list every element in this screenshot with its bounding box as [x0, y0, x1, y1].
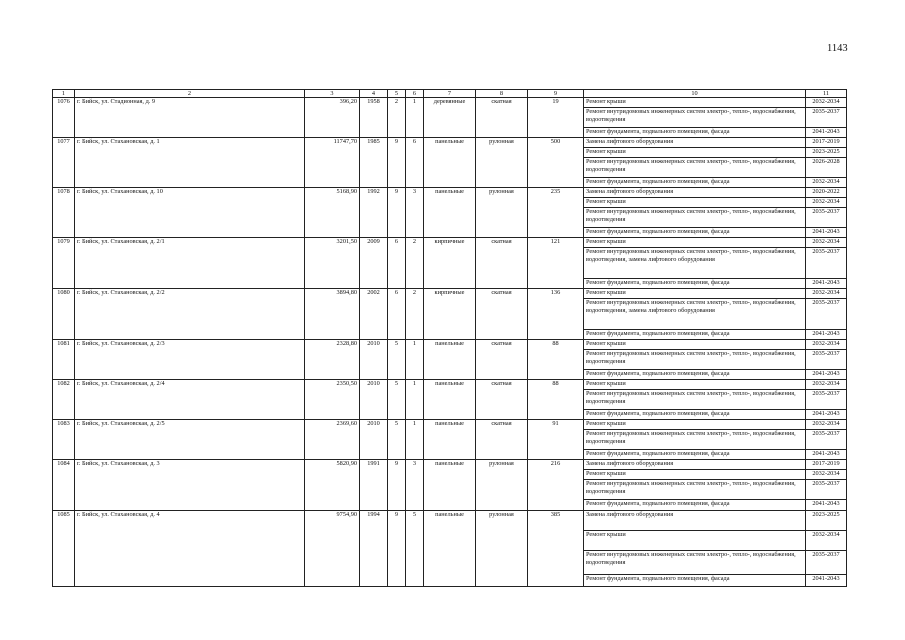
wall-material-cell: деревянные [424, 98, 476, 138]
build-year-cell: 1994 [360, 511, 388, 587]
total-area-cell: 396,20 [305, 98, 360, 138]
repair-period-cell: 2023-2025 [806, 511, 847, 531]
repair-period-cell: 2032-2034 [806, 340, 847, 350]
residents-cell: 216 [528, 460, 584, 511]
repair-period-cell: 2041-2043 [806, 410, 847, 420]
residents-cell: 385 [528, 511, 584, 587]
column-number: 4 [360, 90, 388, 98]
total-area-cell: 9754,90 [305, 511, 360, 587]
repair-work-cell: Ремонт крыши [584, 380, 806, 390]
repair-period-cell: 2032-2034 [806, 531, 847, 551]
floors-cell: 9 [388, 138, 406, 188]
total-area-cell: 11747,70 [305, 138, 360, 188]
floors-cell: 2 [388, 98, 406, 138]
column-number: 7 [424, 90, 476, 98]
column-number: 8 [476, 90, 528, 98]
column-number: 10 [584, 90, 806, 98]
residents-cell: 19 [528, 98, 584, 138]
repair-work-cell: Ремонт фундамента, подвального помещения, фасада [584, 500, 806, 511]
residents-cell: 500 [528, 138, 584, 188]
entrances-cell: 1 [406, 380, 424, 420]
roof-type-cell: скатная [476, 98, 528, 138]
repair-period-cell: 2023-2025 [806, 148, 847, 158]
repair-period-cell: 2026-2028 [806, 158, 847, 178]
residents-cell: 88 [528, 380, 584, 420]
repair-period-cell: 2032-2034 [806, 470, 847, 480]
repair-period-cell: 2032-2034 [806, 289, 847, 299]
wall-material-cell: панельные [424, 340, 476, 380]
roof-type-cell: скатная [476, 380, 528, 420]
build-year-cell: 2010 [360, 380, 388, 420]
repair-period-cell: 2017-2019 [806, 460, 847, 470]
table-row [53, 289, 847, 299]
entrances-cell: 1 [406, 340, 424, 380]
repair-period-cell: 2035-2037 [806, 248, 847, 279]
entrances-cell: 1 [406, 98, 424, 138]
wall-material-cell: панельные [424, 138, 476, 188]
floors-cell: 9 [388, 460, 406, 511]
repair-work-cell: Ремонт фундамента, подвального помещения, фасада [584, 279, 806, 289]
build-year-cell: 1992 [360, 188, 388, 238]
address-cell: г. Бийск, ул. Стахановская, д. 2/3 [75, 340, 305, 380]
repair-work-cell: Ремонт внутридомовых инженерных систем электро-, тепло-, водоснабжения, водоотведения [584, 208, 806, 228]
repair-work-cell: Ремонт крыши [584, 289, 806, 299]
repair-period-cell: 2032-2034 [806, 98, 847, 108]
entrances-cell: 2 [406, 289, 424, 340]
wall-material-cell: панельные [424, 380, 476, 420]
total-area-cell: 5168,90 [305, 188, 360, 238]
record-number-cell: 1083 [53, 420, 75, 460]
repair-period-cell: 2020-2022 [806, 188, 847, 198]
entrances-cell: 5 [406, 511, 424, 587]
repair-work-cell: Ремонт внутридомовых инженерных систем электро-, тепло-, водоснабжения, водоотведения [584, 350, 806, 370]
repair-work-cell: Ремонт крыши [584, 420, 806, 430]
record-number-cell: 1084 [53, 460, 75, 511]
build-year-cell: 1985 [360, 138, 388, 188]
residents-cell: 91 [528, 420, 584, 460]
roof-type-cell: скатная [476, 420, 528, 460]
address-cell: г. Бийск, ул. Стахановская, д. 3 [75, 460, 305, 511]
repair-period-cell: 2032-2034 [806, 380, 847, 390]
build-year-cell: 2009 [360, 238, 388, 289]
housing-registry-table [52, 89, 847, 587]
record-number-cell: 1079 [53, 238, 75, 289]
wall-material-cell: кирпичные [424, 238, 476, 289]
repair-period-cell: 2041-2043 [806, 228, 847, 238]
repair-work-cell: Ремонт фундамента, подвального помещения, фасада [584, 178, 806, 188]
address-cell: г. Бийск, ул. Стадионная, д. 9 [75, 98, 305, 138]
column-number: 11 [806, 90, 847, 98]
repair-work-cell: Ремонт фундамента, подвального помещения, фасада [584, 128, 806, 138]
repair-work-cell: Ремонт крыши [584, 340, 806, 350]
table-row [53, 98, 847, 108]
repair-work-cell: Ремонт фундамента, подвального помещения, фасада [584, 370, 806, 380]
floors-cell: 6 [388, 238, 406, 289]
entrances-cell: 3 [406, 460, 424, 511]
repair-work-cell: Ремонт крыши [584, 148, 806, 158]
address-cell: г. Бийск, ул. Стахановская, д. 2/4 [75, 380, 305, 420]
repair-period-cell: 2032-2034 [806, 420, 847, 430]
repair-period-cell: 2035-2037 [806, 208, 847, 228]
floors-cell: 9 [388, 188, 406, 238]
repair-period-cell: 2041-2043 [806, 279, 847, 289]
address-cell: г. Бийск, ул. Стахановская, д. 2/2 [75, 289, 305, 340]
record-number-cell: 1082 [53, 380, 75, 420]
record-number-cell: 1085 [53, 511, 75, 587]
repair-work-cell: Ремонт крыши [584, 198, 806, 208]
record-number-cell: 1078 [53, 188, 75, 238]
repair-work-cell: Ремонт внутридомовых инженерных систем электро-, тепло-, водоснабжения, водоотведения [584, 158, 806, 178]
floors-cell: 6 [388, 289, 406, 340]
repair-period-cell: 2041-2043 [806, 575, 847, 587]
roof-type-cell: рулонная [476, 511, 528, 587]
table-row [53, 511, 847, 531]
repair-period-cell: 2041-2043 [806, 128, 847, 138]
repair-work-cell: Ремонт крыши [584, 470, 806, 480]
wall-material-cell: панельные [424, 188, 476, 238]
total-area-cell: 5820,90 [305, 460, 360, 511]
repair-period-cell: 2035-2037 [806, 480, 847, 500]
record-number-cell: 1080 [53, 289, 75, 340]
repair-work-cell: Ремонт внутридомовых инженерных систем электро-, тепло-, водоснабжения, водоотведения [584, 390, 806, 410]
repair-period-cell: 2035-2037 [806, 299, 847, 330]
repair-work-cell: Ремонт крыши [584, 238, 806, 248]
repair-work-cell: Ремонт внутридомовых инженерных систем электро-, тепло-, водоснабжения, водоотведения [584, 108, 806, 128]
repair-work-cell: Замена лифтового оборудования [584, 511, 806, 531]
page-number: 1143 [827, 43, 848, 54]
build-year-cell: 2010 [360, 420, 388, 460]
repair-period-cell: 2041-2043 [806, 500, 847, 511]
table-row [53, 138, 847, 148]
roof-type-cell: рулонная [476, 188, 528, 238]
repair-period-cell: 2035-2037 [806, 350, 847, 370]
address-cell: г. Бийск, ул. Стахановская, д. 2/1 [75, 238, 305, 289]
table-row [53, 188, 847, 198]
table-row [53, 340, 847, 350]
repair-period-cell: 2035-2037 [806, 108, 847, 128]
record-number-cell: 1076 [53, 98, 75, 138]
repair-work-cell: Ремонт фундамента, подвального помещения, фасада [584, 410, 806, 420]
repair-work-cell: Замена лифтового оборудования [584, 188, 806, 198]
roof-type-cell: рулонная [476, 460, 528, 511]
wall-material-cell: панельные [424, 420, 476, 460]
column-number: 1 [53, 90, 75, 98]
table-body [53, 90, 847, 587]
entrances-cell: 1 [406, 420, 424, 460]
column-number: 9 [528, 90, 584, 98]
build-year-cell: 1991 [360, 460, 388, 511]
repair-work-cell: Ремонт внутридомовых инженерных систем электро-, тепло-, водоснабжения, водоотведения [584, 551, 806, 575]
repair-period-cell: 2032-2034 [806, 198, 847, 208]
table-row [53, 380, 847, 390]
column-number: 6 [406, 90, 424, 98]
table-row [53, 238, 847, 248]
residents-cell: 88 [528, 340, 584, 380]
roof-type-cell: скатная [476, 340, 528, 380]
column-number: 2 [75, 90, 305, 98]
residents-cell: 121 [528, 238, 584, 289]
repair-period-cell: 2032-2034 [806, 178, 847, 188]
repair-work-cell: Ремонт фундамента, подвального помещения, фасада [584, 450, 806, 460]
address-cell: г. Бийск, ул. Стахановская, д. 2/5 [75, 420, 305, 460]
entrances-cell: 6 [406, 138, 424, 188]
entrances-cell: 2 [406, 238, 424, 289]
repair-work-cell: Ремонт внутридомовых инженерных систем электро-, тепло-, водоснабжения, водоотведения, замена лифтового оборудования [584, 248, 806, 279]
record-number-cell: 1081 [53, 340, 75, 380]
floors-cell: 5 [388, 340, 406, 380]
repair-work-cell: Ремонт внутридомовых инженерных систем электро-, тепло-, водоснабжения, водоотведения, замена лифтового оборудования [584, 299, 806, 330]
total-area-cell: 3201,50 [305, 238, 360, 289]
total-area-cell: 2350,50 [305, 380, 360, 420]
repair-period-cell: 2035-2037 [806, 430, 847, 450]
column-number: 5 [388, 90, 406, 98]
repair-period-cell: 2035-2037 [806, 551, 847, 575]
column-number-row [53, 90, 847, 98]
entrances-cell: 3 [406, 188, 424, 238]
repair-work-cell: Ремонт внутридомовых инженерных систем электро-, тепло-, водоснабжения, водоотведения [584, 430, 806, 450]
residents-cell: 136 [528, 289, 584, 340]
repair-work-cell: Замена лифтового оборудования [584, 138, 806, 148]
total-area-cell: 2328,80 [305, 340, 360, 380]
total-area-cell: 2369,60 [305, 420, 360, 460]
repair-period-cell: 2041-2043 [806, 370, 847, 380]
roof-type-cell: скатная [476, 238, 528, 289]
floors-cell: 9 [388, 511, 406, 587]
build-year-cell: 1958 [360, 98, 388, 138]
build-year-cell: 2002 [360, 289, 388, 340]
repair-work-cell: Ремонт фундамента, подвального помещения, фасада [584, 330, 806, 340]
repair-period-cell: 2041-2043 [806, 330, 847, 340]
address-cell: г. Бийск, ул. Стахановская, д. 4 [75, 511, 305, 587]
floors-cell: 5 [388, 420, 406, 460]
table-row [53, 460, 847, 470]
repair-period-cell: 2017-2019 [806, 138, 847, 148]
build-year-cell: 2010 [360, 340, 388, 380]
repair-period-cell: 2041-2043 [806, 450, 847, 460]
record-number-cell: 1077 [53, 138, 75, 188]
residents-cell: 235 [528, 188, 584, 238]
repair-work-cell: Ремонт крыши [584, 531, 806, 551]
address-cell: г. Бийск, ул. Стахановская, д. 10 [75, 188, 305, 238]
repair-work-cell: Ремонт крыши [584, 98, 806, 108]
wall-material-cell: панельные [424, 460, 476, 511]
repair-period-cell: 2035-2037 [806, 390, 847, 410]
repair-work-cell: Ремонт фундамента, подвального помещения, фасада [584, 575, 806, 587]
wall-material-cell: кирпичные [424, 289, 476, 340]
roof-type-cell: рулонная [476, 138, 528, 188]
repair-work-cell: Ремонт фундамента, подвального помещения, фасада [584, 228, 806, 238]
roof-type-cell: скатная [476, 289, 528, 340]
repair-work-cell: Замена лифтового оборудования [584, 460, 806, 470]
address-cell: г. Бийск, ул. Стахановская, д. 1 [75, 138, 305, 188]
wall-material-cell: панельные [424, 511, 476, 587]
floors-cell: 5 [388, 380, 406, 420]
total-area-cell: 3894,80 [305, 289, 360, 340]
table-row [53, 420, 847, 430]
repair-period-cell: 2032-2034 [806, 238, 847, 248]
column-number: 3 [305, 90, 360, 98]
repair-work-cell: Ремонт внутридомовых инженерных систем электро-, тепло-, водоснабжения, водоотведения [584, 480, 806, 500]
